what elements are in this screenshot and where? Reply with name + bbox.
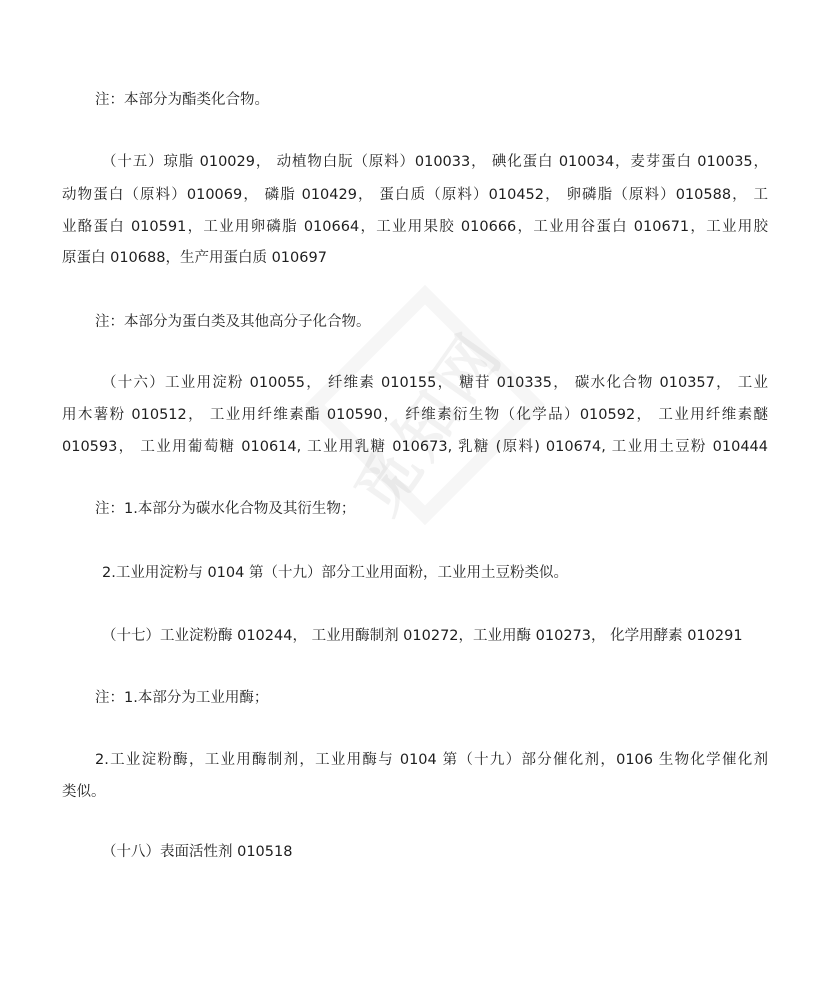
section-17-line-1: （十七）工业淀粉酶 010244， 工业用酶制剂 010272，工业用酶 010273， 化学用酵素 010291 xyxy=(102,628,743,644)
watermark-text: 觅知网 xyxy=(340,317,518,527)
note-esters: 注：本部分为酯类化合物。 xyxy=(95,92,269,108)
section-16-line-3: 010593， 工业用葡萄糖 010614, 工业用乳糖 010673, 乳糖 (原料) 010674, 工业用土豆粉 010444 xyxy=(62,439,768,455)
section-16-line-1: （十六）工业用淀粉 010055， 纤维素 010155， 糖苷 010335， 碳水化合物 010357， 工业 xyxy=(102,375,768,391)
section-15-line-1: （十五）琼脂 010029， 动植物白朊（原料）010033， 碘化蛋白 010034，麦芽蛋白 010035， xyxy=(102,154,768,170)
section-18-line-1: （十八）表面活性剂 010518 xyxy=(102,844,293,860)
section-15-line-2: 动物蛋白（原料）010069， 磷脂 010429， 蛋白质（原料）010452， 卵磷脂（原料）010588， 工 xyxy=(62,187,768,203)
note-enzymes-1: 注：1.本部分为工业用酶； xyxy=(95,690,269,706)
section-15-line-3: 业酪蛋白 010591，工业用卵磷脂 010664，工业用果胶 010666，工业用谷蛋白 010671，工业用胶 xyxy=(62,219,768,235)
section-16-line-2: 用木薯粉 010512， 工业用纤维素酯 010590， 纤维素衍生物（化学品）010592， 工业用纤维素醚 xyxy=(62,407,768,423)
note-carbohydrates-2: 2.工业用淀粉与 0104 第（十九）部分工业用面粉，工业用土豆粉类似。 xyxy=(102,565,568,581)
note-enzymes-2-line-1: 2.工业淀粉酶，工业用酶制剂，工业用酶与 0104 第（十九）部分催化剂，0106 生物化学催化剂 xyxy=(95,752,768,768)
section-15-line-4: 原蛋白 010688，生产用蛋白质 010697 xyxy=(62,250,327,266)
note-carbohydrates-1: 注：1.本部分为碳水化合物及其衍生物； xyxy=(95,501,356,517)
note-enzymes-2-line-2: 类似。 xyxy=(62,784,106,800)
note-proteins: 注：本部分为蛋白类及其他高分子化合物。 xyxy=(95,314,371,330)
